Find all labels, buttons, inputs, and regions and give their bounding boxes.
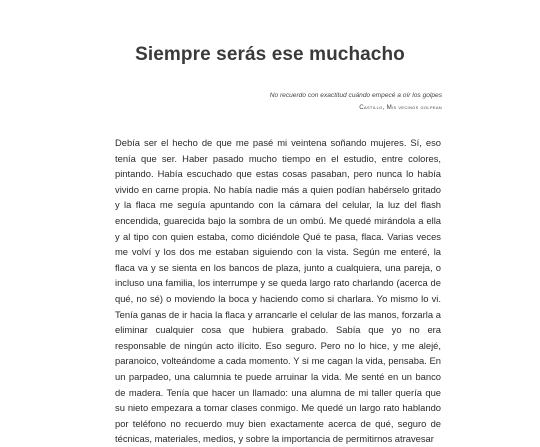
body-paragraph: Debía ser el hecho de que me pasé mi veintena soñando mujeres. Sí, eso tenía que ser. Haber pasado mucho tiempo en el estudio, entre colores, pintando. Había escuchado que estas cosas pasaban, pero nunca lo había vivido en carne propia. No había nadie más a quien podían habérselo gritado y la flaca me seguía apuntando con la cámara del celular, la luz del flash encendida, guarecida bajo la sombra de un ombú. Me quedé mirándola a ella y al tipo con quien estaba, como diciéndole Qué te pasa, flaca. Varias veces me volví y los dos me estaban siguiendo con la vista. Según me enteré, la flaca va y se sienta en los bancos de plaza, junto a cualquiera, una pareja, o incluso una familia, los interrumpe y se queda largo rato charlando (acerca de qué, no sé) o moviendo la boca y haciendo como si charlara. Yo mismo lo vi. Tenía ganas de ir hacia la flaca y arrancarle el celular de las manos, forzarla a eliminar cualquier cosa que hubiera grabado. Sabía que yo no era responsable de ningún acto ilícito. Eso seguro. Pero no lo hice, y me alejé, paranoico, volteándome a cada momento. Y si me cagan la vida, pensaba. En un parpadeo, una calumnia te puede arruinar la vida. Me senté en un banco de madera. Tenía que hacer un llamado: una alumna de mi taller quería que su nieto empezara a tomar clases conmigo. Me quedé un largo rato hablando por teléfono no recuerdo muy bien exactamente acerca de qué, seguro de técnicas, materiales, medios, y sobre la importancia de permitirnos atravesar [115,137,441,445]
epigraph-source: Castillo, Mis vecinos golpean [359,104,442,111]
epigraph [270,90,442,114]
document-title: Siempre serás ese muchacho [135,44,405,65]
epigraph-quote: No recuerdo con exactitud cuándo empecé a oír los golpes [269,92,442,99]
